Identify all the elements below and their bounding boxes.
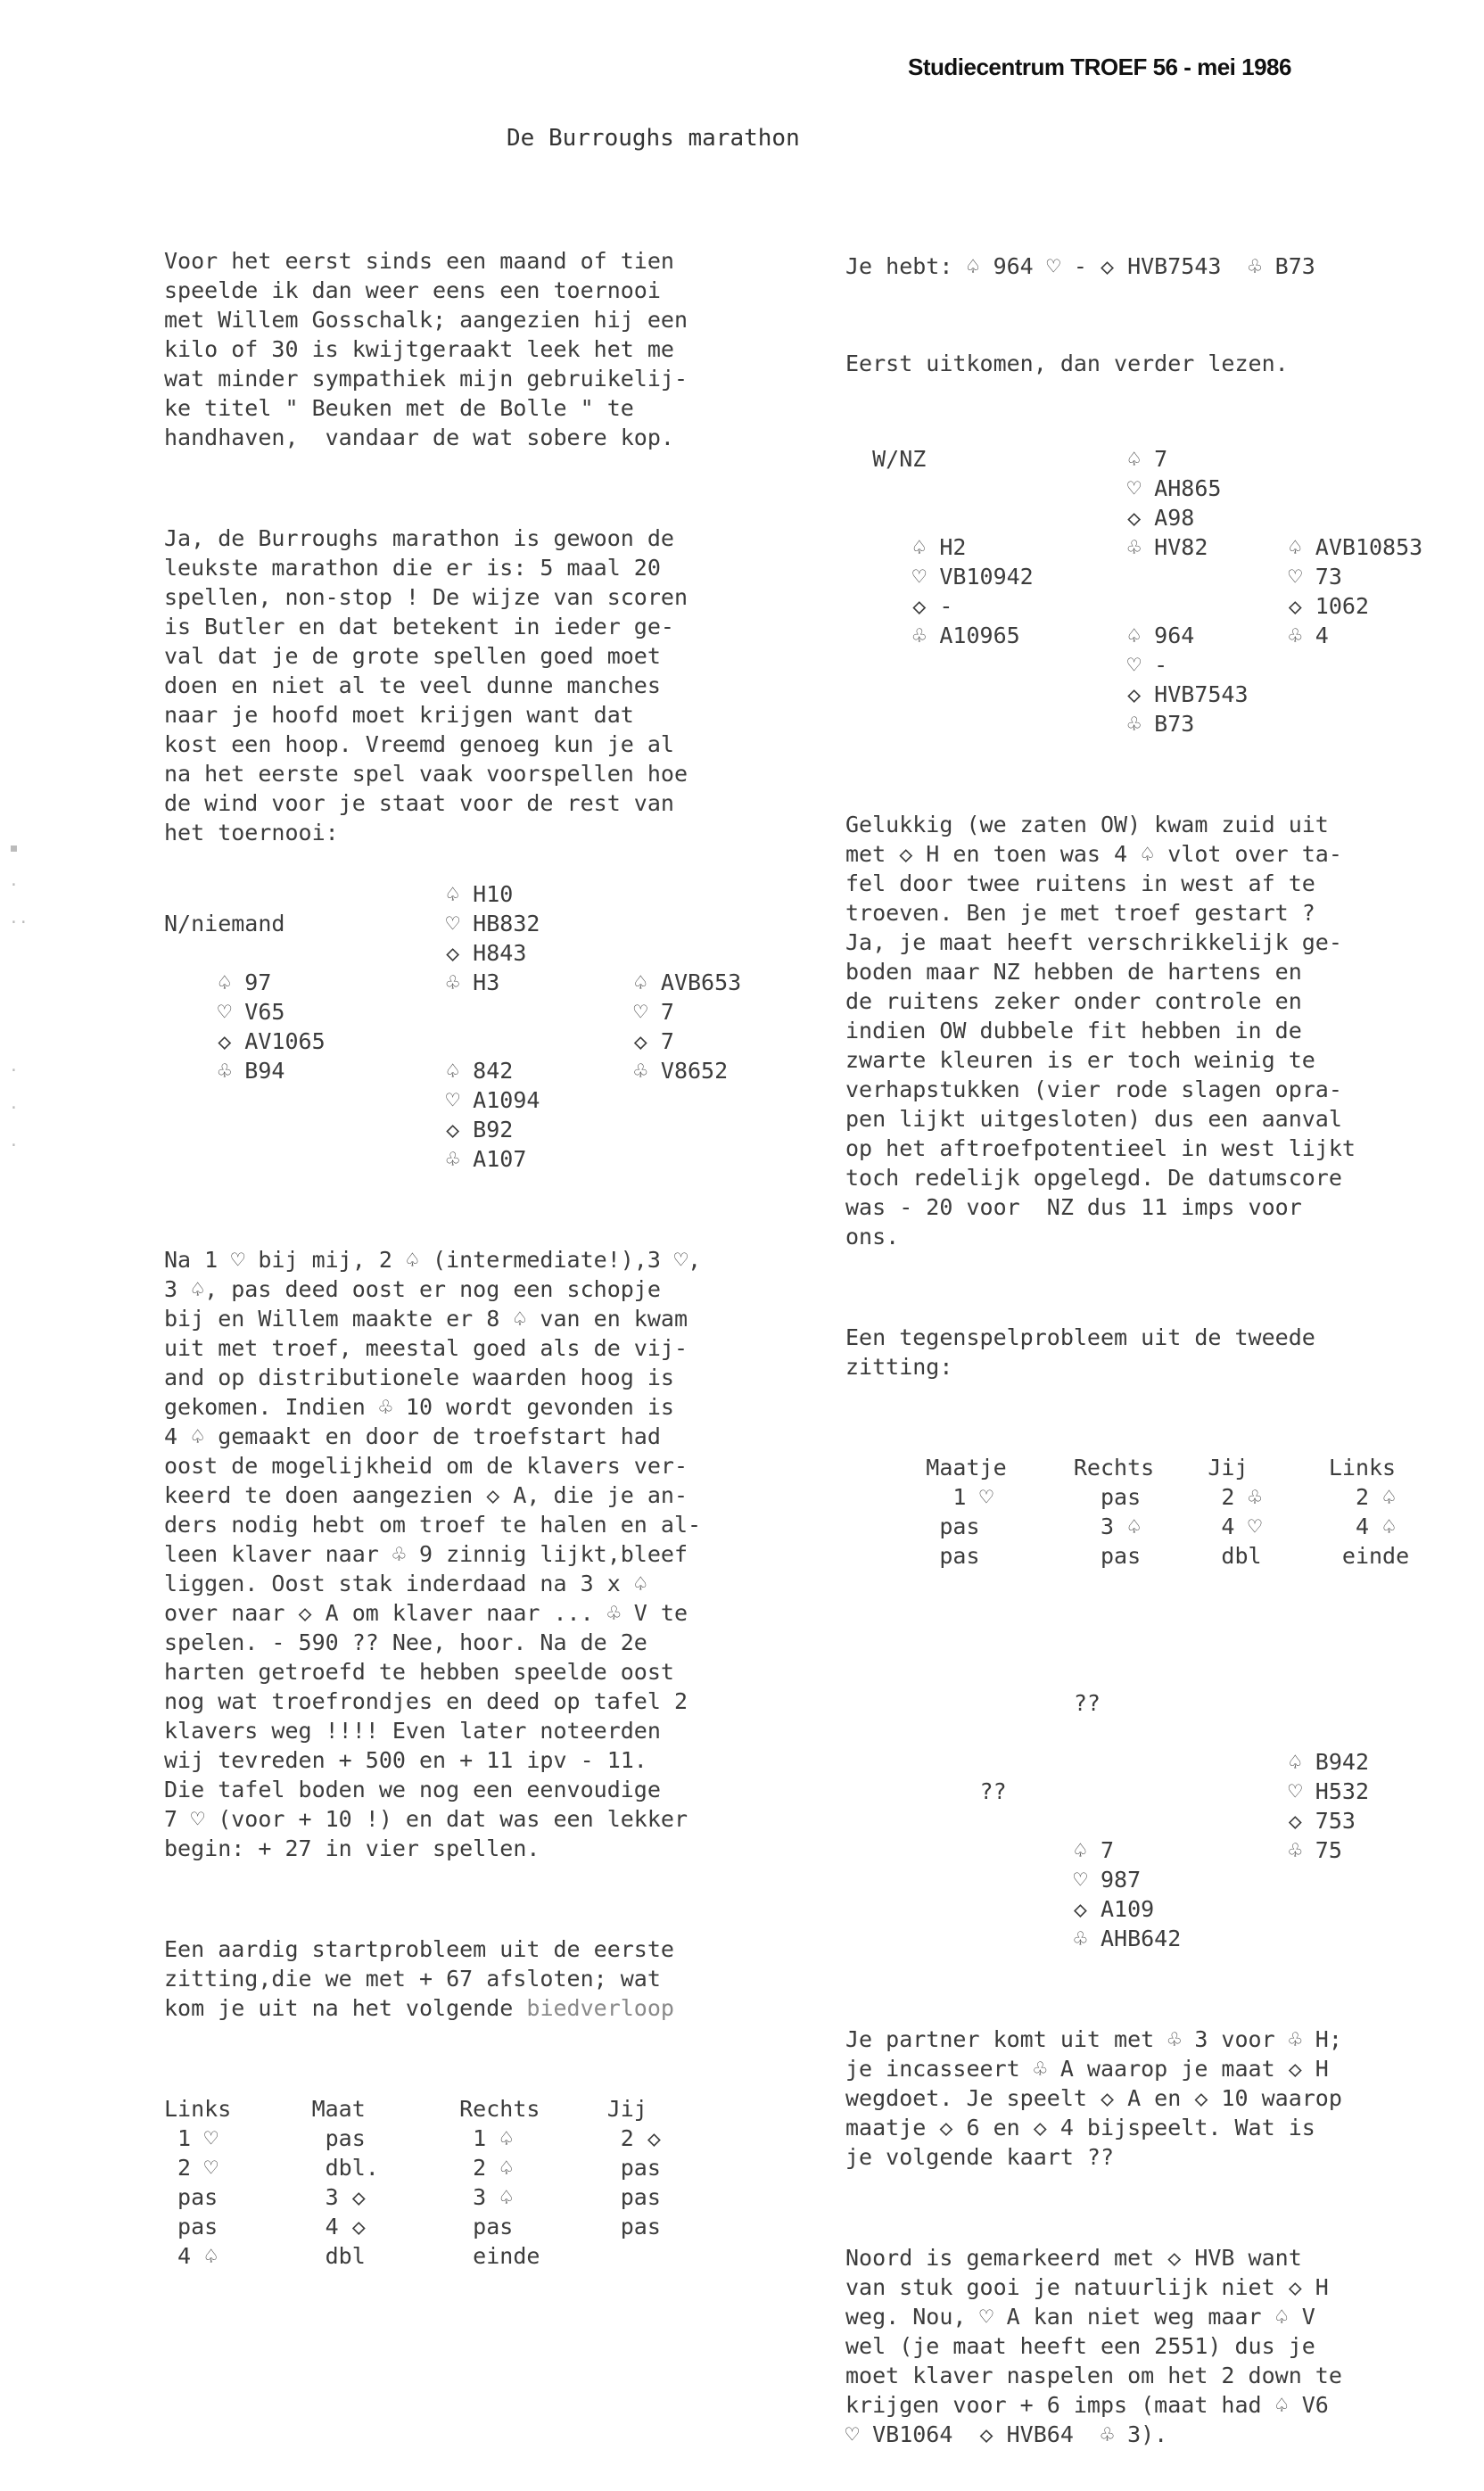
marathon-paragraph: Ja, de Burroughs marathon is gewoon de leukste marathon die er is: 5 maal 20 spellen, non-stop ! De wijze van scoren is Butler en dat betekent in ieder ge- val dat je de grote spellen goed moet doen en niet al te veel dunne manches naar je hoofd moet krijgen want dat kost een hoop. Vreemd genoeg kun je al na het eerste spel vaak voorspellen hoe de wind voor je staat voor de rest van het toernooi: — [164, 525, 688, 845]
deal-diagram-1: ♤ H10 N/niemand ♡ HB832 ◇ H843 ♤ 97 ♧ H3 ♤ AVB653 ♡ V65 ♡ 7 ◇ AV1065 ◇ 7 ♧ B94 ♤ 842 ♧ V8652 ♡ A1094 ◇ B92 ♧ A107 — [164, 881, 742, 1172]
scan-marks-lower: · · · — [9, 1061, 19, 1155]
result-paragraph: Gelukkig (we zaten OW) kwam zuid uit met ◇ H en toen was 4 ♤ vlot over ta- fel door twee ruitens in west af te troeven. Ben je met troef gestart ? Ja, je maat heeft verschrikkelijk ge- boden maar NZ hebben de hartens en de ruitens zeker onder controle en indien OW dubbele fit hebben in de zwarte kleuren is er toch weinig te verhapstukken (vier rode slagen opra- pen lijkt uitgesloten) dus een aanval op het aftroefpotentieel in west lijkt toch redelijk opgelegd. De datumscore was - 20 voor NZ dus 11 imps voor ons. — [845, 812, 1356, 1250]
scan-marks: ▪ · ·· — [9, 838, 29, 932]
lead-problem-text: Een aardig startprobleem uit de eerste zitting,die we met + 67 afsloten; wat kom je uit na het volgende — [164, 1936, 674, 2021]
defence-paragraph: Je partner komt uit met ♧ 3 voor ♧ H; je incasseert ♧ A waarop je maat ◇ H wegdoet. Je speelt ◇ A en ◇ 10 waarop maatje ◇ 6 en ◇ 4 bijspeelt. Wat is je volgende kaart ?? — [845, 2026, 1342, 2170]
bidding-table-1: Links Maat Rechts Jij 1 ♡ pas 1 ♤ 2 ◇ 2 ♡ dbl. 2 ♤ pas pas 3 ◇ 3 ♤ pas pas 4 ◇ pas pas 4 ♤ dbl einde — [164, 2096, 661, 2269]
deal-diagram-3: ?? ♤ B942 ?? ♡ H532 ◇ 753 ♤ 7 ♧ 75 ♡ 987 ◇ A109 ♧ AHB642 — [979, 1690, 1369, 1951]
play-paragraph: Na 1 ♡ bij mij, 2 ♤ (intermediate!),3 ♡, 3 ♤, pas deed oost er nog een schopje bij en Willem maakte er 8 ♤ van en kwam uit met troef, meestal goed als de vij- and op distributionele waarden hoog is gekomen. Indien ♧ 10 wordt gevonden is 4 ♤ gemaakt en door de troefstart had oost de mogelijkheid om de klavers ver- keerd te doen aangezien ◇ A, die je an- ders nodig hebt om troef te halen en al- leen klaver naar ♧ 9 zinnig lijkt,bleef liggen. Oost stak inderdaad na 3 x ♤ over naar ◇ A om klaver naar ... ♧ V te spelen. - 590 ?? Nee, hoor. Na de 2e harten getroefd te hebben speelde oost nog wat troefrondjes en deed op tafel 2 klavers weg !!!! Even later noteerden wij tevreden + 500 en + 11 ipv - 11. Die tafel boden we nog een eenvoudige 7 ♡ (voor + 10 !) en dat was een lekker begin: + 27 in vier spellen. — [164, 1247, 702, 1861]
right-column — [845, 193, 1452, 2491]
lead-instruction: Eerst uitkomen, dan verder lezen. — [845, 351, 1289, 376]
intro-paragraph: Voor het eerst sinds een maand of tien speelde ik dan weer eens een toernooi met Willem Gosschalk; aangezien hij een kilo of 30 is kwijtgeraakt leek het me wat minder sympathiek mijn gebruikelij- ke titel " Beuken met de Bolle " te handhaven, vandaar de wat sobere kop. — [164, 248, 688, 450]
page-header: Studiecentrum TROEF 56 - mei 1986 — [908, 54, 1291, 80]
article-title: De Burroughs marathon — [507, 125, 800, 152]
left-column — [164, 187, 806, 2313]
lead-problem-paragraph — [164, 1934, 806, 2023]
lead-problem-faint: biedverloop — [526, 1995, 674, 2021]
solution-paragraph: Noord is gemarkeerd met ◇ HVB want van stuk gooi je natuurlijk niet ◇ H weg. Nou, ♡ A kan niet weg maar ♤ V wel (je maat heeft een 2551) dus je moet klaver naspelen om het 2 down te krijgen voor + 6 imps (maat had ♤ V6 ♡ VB1064 ◇ HVB64 ♧ 3). — [845, 2245, 1342, 2447]
bidding-table-2: Maatje Rechts Jij Links 1 ♡ pas 2 ♧ 2 ♤ pas 3 ♤ 4 ♡ 4 ♤ pas pas dbl einde — [926, 1455, 1410, 1569]
deal-diagram-2: W/NZ ♤ 7 ♡ AH865 ◇ A98 ♤ H2 ♧ HV82 ♤ AVB10853 ♡ VB10942 ♡ 73 ◇ - ◇ 1062 ♧ A10965 ♤ 964 ♧ 4 ♡ - ◇ HVB7543 ♧ B73 — [872, 446, 1423, 737]
your-hand: Je hebt: ♤ 964 ♡ - ◇ HVB7543 ♧ B73 — [845, 253, 1315, 279]
defence-problem-intro: Een tegenspelprobleem uit de tweede zitting: — [845, 1324, 1315, 1380]
